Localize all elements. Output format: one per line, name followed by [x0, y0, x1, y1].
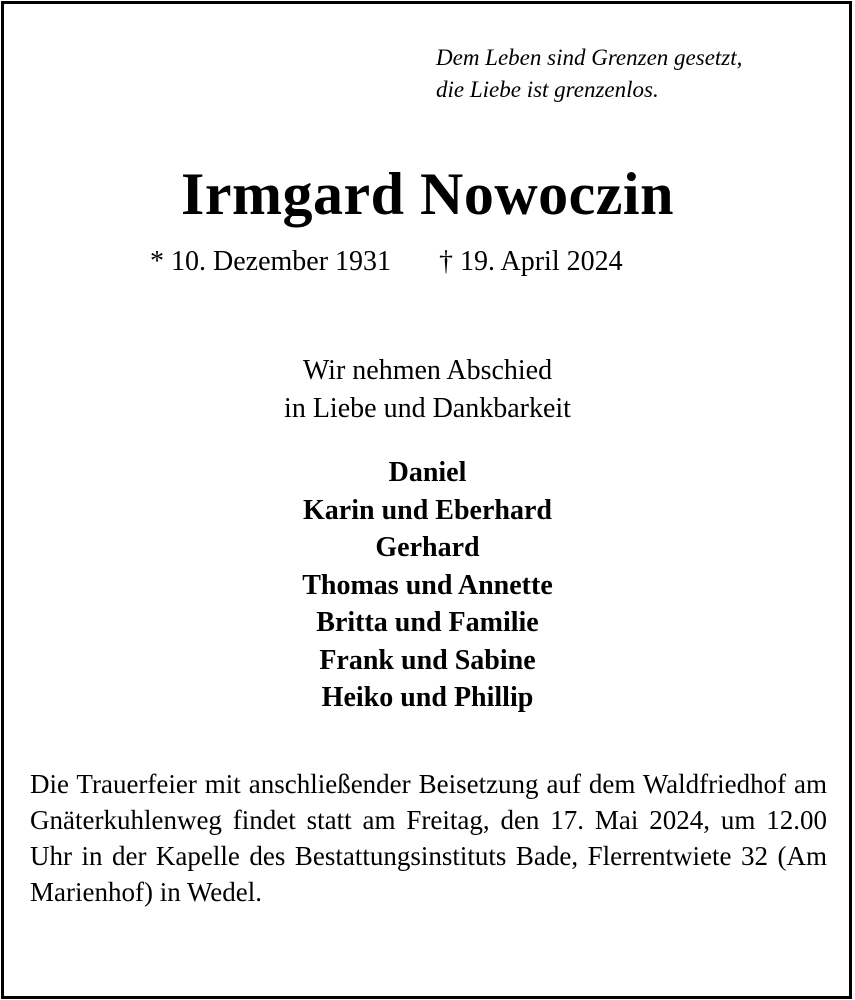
life-dates — [150, 244, 623, 280]
motto-quote — [436, 42, 742, 106]
farewell-text — [0, 352, 855, 428]
mourner-name: Gerhard — [375, 532, 480, 563]
deceased-name: Irmgard Nowoczin — [181, 161, 674, 227]
mourner-name: Frank und Sabine — [319, 644, 536, 676]
mourners-list — [0, 454, 855, 717]
motto-line: die Liebe ist grenzenlos. — [436, 77, 659, 102]
birth-date: * 10. Dezember 1931 — [150, 246, 392, 277]
farewell-line: in Liebe und Dankbarkeit — [284, 393, 571, 424]
mourner-name: Britta und Familie — [316, 607, 539, 638]
mourner-name: Thomas und Annette — [302, 569, 553, 601]
farewell-line: Wir nehmen Abschied — [302, 355, 553, 386]
ceremony-details: Die Trauerfeier mit anschließender Beisetzung auf dem Waldfriedhof am Gnäterkuhlenweg findet statt am Freitag, den 17. Mai 2024, um 12.00 Uhr in der Kapelle des Bestattungsinstituts Bade, Flerrentwiete 32 (Am Marienhof) in Wedel. — [30, 769, 827, 907]
motto-line: Dem Leben sind Grenzen gesetzt, — [436, 45, 743, 70]
mourner-name: Heiko und Phillip — [321, 682, 534, 713]
mourner-name: Karin und Eberhard — [303, 494, 552, 526]
mourner-name: Daniel — [388, 457, 467, 488]
death-date: † 19. April 2024 — [439, 246, 623, 277]
